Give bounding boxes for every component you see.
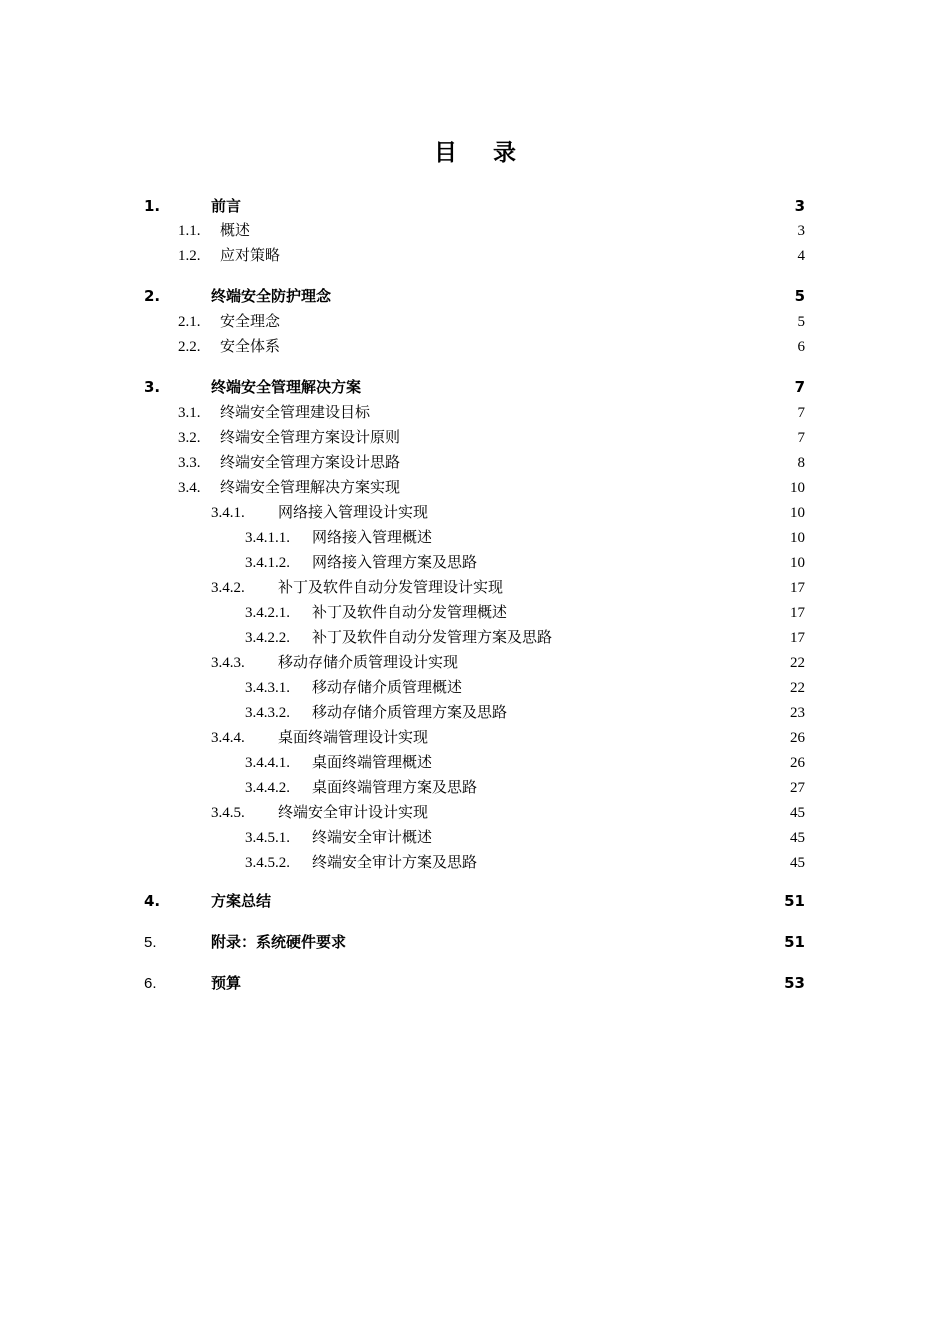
toc-heading: 桌面终端管理概述 xyxy=(312,755,433,771)
toc-entry[interactable] xyxy=(245,626,805,647)
toc-number: 3.4.4. xyxy=(211,730,245,746)
toc-page-number: 17 xyxy=(790,605,805,621)
toc-entry[interactable] xyxy=(211,801,805,822)
toc-heading: 方案总结 xyxy=(211,892,272,910)
toc-page-number: 7 xyxy=(797,405,805,421)
toc-entry[interactable] xyxy=(245,851,805,872)
toc-entry[interactable] xyxy=(178,401,805,422)
toc-page-number: 51 xyxy=(784,933,805,951)
toc-entry[interactable] xyxy=(178,219,805,240)
toc-number: 3.4.5.2. xyxy=(245,855,290,871)
toc-number: 4. xyxy=(144,892,161,910)
toc-page-number: 51 xyxy=(784,892,805,910)
toc-heading: 补丁及软件自动分发管理设计实现 xyxy=(278,580,504,596)
toc-page-number: 3 xyxy=(794,197,805,215)
toc-page-number: 10 xyxy=(790,530,805,546)
toc-page-number: 22 xyxy=(790,680,805,696)
toc-entry[interactable] xyxy=(144,285,805,306)
toc-heading: 网络接入管理设计实现 xyxy=(278,505,429,521)
toc-title: 目 录 xyxy=(433,140,530,166)
toc-entry[interactable] xyxy=(144,931,805,952)
toc-number: 6. xyxy=(144,975,157,992)
toc-entry[interactable] xyxy=(245,676,805,697)
toc-page-number: 17 xyxy=(790,580,805,596)
toc-entry[interactable] xyxy=(245,551,805,572)
toc-page-number: 53 xyxy=(784,974,805,992)
toc-number: 2. xyxy=(144,287,161,305)
toc-number: 3.4.4.1. xyxy=(245,755,290,771)
toc-heading: 终端安全管理方案设计思路 xyxy=(220,455,401,471)
toc-heading: 移动存储介质管理设计实现 xyxy=(278,655,459,671)
toc-heading: 概述 xyxy=(220,223,251,239)
toc-page-number: 26 xyxy=(790,755,805,771)
toc-page-number: 7 xyxy=(794,378,805,396)
toc-entry[interactable] xyxy=(211,501,805,522)
toc-heading: 终端安全审计概述 xyxy=(312,830,433,846)
toc-heading: 应对策略 xyxy=(220,248,281,264)
toc-page-number: 4 xyxy=(797,248,805,264)
toc-entry[interactable] xyxy=(178,476,805,497)
toc-number: 3.4.1.1. xyxy=(245,530,290,546)
toc-entry[interactable] xyxy=(245,751,805,772)
toc-number: 3.4.3.2. xyxy=(245,705,290,721)
toc-entry[interactable] xyxy=(144,890,805,911)
toc-number: 3.3. xyxy=(178,455,201,471)
toc-entry[interactable] xyxy=(211,576,805,597)
toc-heading: 终端安全审计方案及思路 xyxy=(312,855,478,871)
toc-page-number: 22 xyxy=(790,655,805,671)
toc-page-number: 10 xyxy=(790,505,805,521)
toc-heading: 终端安全管理解决方案 xyxy=(211,378,362,396)
toc-page-number: 5 xyxy=(797,314,805,330)
toc-page-number: 10 xyxy=(790,555,805,571)
toc-heading: 桌面终端管理方案及思路 xyxy=(312,780,478,796)
toc-number: 3.4.4.2. xyxy=(245,780,290,796)
toc-entry[interactable] xyxy=(245,826,805,847)
toc-heading: 终端安全审计设计实现 xyxy=(278,805,429,821)
toc-entry[interactable] xyxy=(144,376,805,397)
toc-heading: 补丁及软件自动分发管理概述 xyxy=(312,605,508,621)
toc-number: 3.4.1.2. xyxy=(245,555,290,571)
toc-page-number: 7 xyxy=(797,430,805,446)
toc-entry[interactable] xyxy=(245,526,805,547)
toc-heading: 预算 xyxy=(211,974,242,992)
toc-heading: 安全理念 xyxy=(220,314,281,330)
toc-entry[interactable] xyxy=(245,701,805,722)
toc-page-number: 5 xyxy=(794,287,805,305)
toc-number: 3.4.5. xyxy=(211,805,245,821)
toc-page-number: 8 xyxy=(797,455,805,471)
toc-number: 1.2. xyxy=(178,248,201,264)
toc-heading: 终端安全管理方案设计原则 xyxy=(220,430,401,446)
toc-page-number: 27 xyxy=(790,780,805,796)
toc-number: 3.4. xyxy=(178,480,201,496)
toc-page-number: 6 xyxy=(797,339,805,355)
toc-entry[interactable] xyxy=(178,335,805,356)
toc-entry[interactable] xyxy=(245,776,805,797)
toc-number: 2.2. xyxy=(178,339,201,355)
toc-entry[interactable] xyxy=(178,310,805,331)
toc-page-number: 45 xyxy=(790,855,805,871)
toc-number: 1.1. xyxy=(178,223,201,239)
toc-heading: 终端安全管理解决方案实现 xyxy=(220,480,401,496)
toc-page-number: 45 xyxy=(790,830,805,846)
toc-number: 3.4.5.1. xyxy=(245,830,290,846)
toc-number: 3.2. xyxy=(178,430,201,446)
toc-heading: 终端安全防护理念 xyxy=(211,287,332,305)
toc-heading: 桌面终端管理设计实现 xyxy=(278,730,429,746)
toc-page-number: 17 xyxy=(790,630,805,646)
toc-number: 1. xyxy=(144,197,161,215)
toc-number: 3.4.2.2. xyxy=(245,630,290,646)
toc-number: 3.4.2.1. xyxy=(245,605,290,621)
toc-page-number: 23 xyxy=(790,705,805,721)
toc-heading: 网络接入管理方案及思路 xyxy=(312,555,478,571)
toc-entry[interactable] xyxy=(144,195,805,216)
toc-heading: 移动存储介质管理方案及思路 xyxy=(312,705,508,721)
toc-heading: 终端安全管理建设目标 xyxy=(220,405,371,421)
toc-heading: 移动存储介质管理概述 xyxy=(312,680,463,696)
toc-heading: 补丁及软件自动分发管理方案及思路 xyxy=(312,630,553,646)
toc-entry[interactable] xyxy=(178,426,805,447)
toc-number: 3.4.3.1. xyxy=(245,680,290,696)
toc-entry[interactable] xyxy=(178,244,805,265)
toc-heading: 网络接入管理概述 xyxy=(312,530,433,546)
toc-number: 3.4.1. xyxy=(211,505,245,521)
toc-page-number: 26 xyxy=(790,730,805,746)
toc-heading: 附录：系统硬件要求 xyxy=(211,933,347,951)
toc-entry[interactable] xyxy=(211,726,805,747)
toc-number: 3.4.2. xyxy=(211,580,245,596)
toc-number: 3.1. xyxy=(178,405,201,421)
toc-page-number: 45 xyxy=(790,805,805,821)
toc-number: 3.4.3. xyxy=(211,655,245,671)
toc-entry[interactable] xyxy=(178,451,805,472)
toc-heading: 前言 xyxy=(211,197,242,215)
toc-heading: 安全体系 xyxy=(220,339,281,355)
toc-entry[interactable] xyxy=(211,651,805,672)
toc-number: 3. xyxy=(144,378,161,396)
toc-page-number: 3 xyxy=(797,223,805,239)
toc-number: 5. xyxy=(144,934,157,951)
toc-page-number: 10 xyxy=(790,480,805,496)
toc-entry[interactable] xyxy=(245,601,805,622)
toc-entry[interactable] xyxy=(144,972,805,993)
toc-number: 2.1. xyxy=(178,314,201,330)
